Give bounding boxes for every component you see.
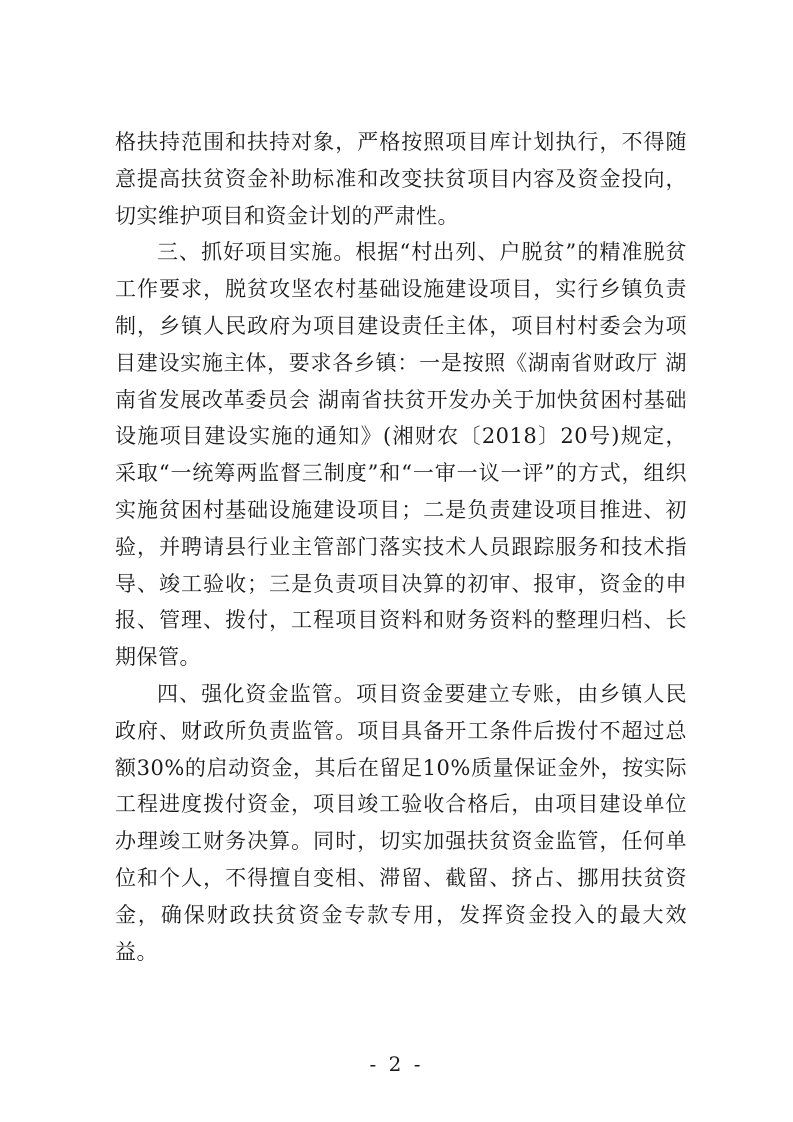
paragraph-fund-supervision [115, 676, 687, 970]
page-number: - 2 - [369, 1052, 424, 1076]
document-body [115, 124, 687, 970]
paragraph-text: 格扶持范围和扶持对象，严格按照项目库计划执行，不得随意提高扶贫资金补助标准和改变扶贫项目内容及资金投向，切实维护项目和资金计划的严肃性。 [115, 130, 687, 228]
paragraph-text: 项目资金要建立专账，由乡镇人民政府、财政所负责监管。项目具备开工条件后拨付不超过总额30%的启动资金，其后在留足10%质量保证金外，按实际工程进度拨付资金，项目竣工验收合格后，由项目建设单位办理竣工财务决算。同时，切实加强扶贫资金监管，任何单位和个人，不得擅自变相、滞留、截留、挤占、挪用扶贫资金，确保财政扶贫资金专款专用，发挥资金投入的最大效益。 [115, 681, 688, 964]
paragraph-project-implementation [115, 234, 687, 676]
section-heading-3: 三、抓好项目实施。 [157, 240, 356, 265]
paragraph-text: 根据“村出列、户脱贫”的精准脱贫工作要求，脱贫攻坚农村基础设施建设项目，实行乡镇负责制，乡镇人民政府为项目建设责任主体，项目村村委会为项目建设实施主体，要求各乡镇：一是按照《湖南省财政厅 湖南省发展改革委员会 湖南省扶贫开发办关于加快贫困村基础设施项目建设实施的通知》(湘财农〔2018〕20号)规定，采取“一统筹两监督三制度”和“一审一议一评”的方式，组织实施贫困村基础设施建设项目；二是负责建设项目推进、初验，并聘请县行业主管部门落实技术人员跟踪服务和技术指导、竣工验收；三是负责项目决算的初审、报审，资金的申报、管理、拨付，工程项目资料和财务资料的整理归档、长期保管。 [115, 240, 687, 670]
section-heading-4: 四、强化资金监管。 [157, 681, 356, 706]
paragraph-continuation [115, 124, 687, 234]
